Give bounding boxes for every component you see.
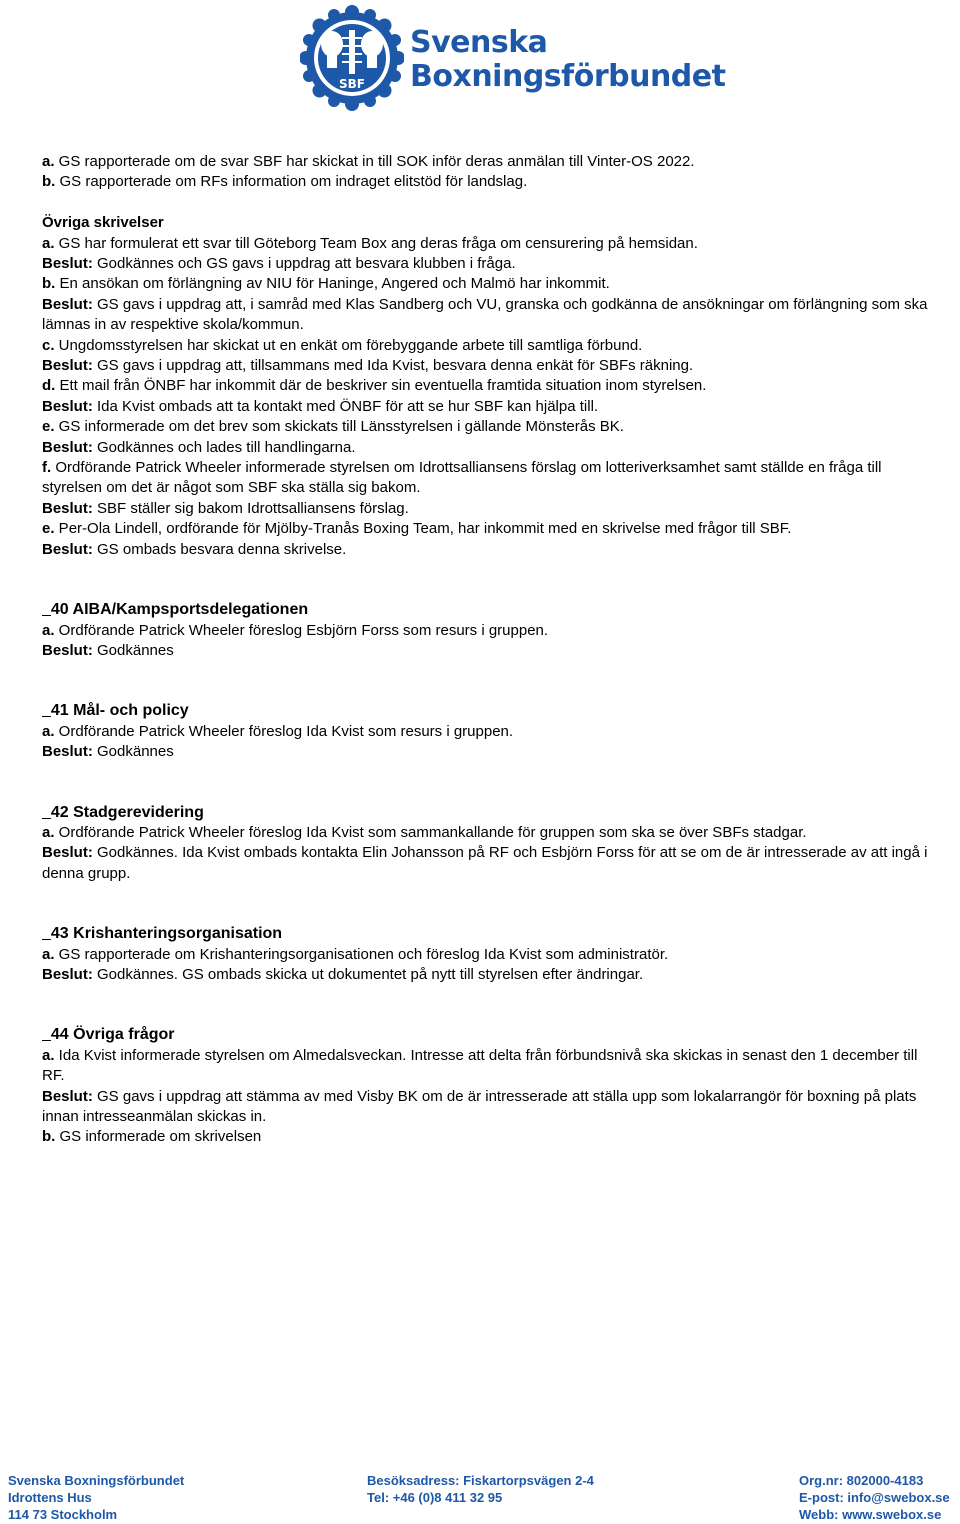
item-text: GS ombads besvara denna skrivelse. (92, 540, 347, 558)
decision-line (42, 356, 942, 376)
decision-label: Beslut: (42, 499, 93, 517)
item-marker: b. (42, 1128, 56, 1146)
agenda-section (42, 924, 942, 985)
item-text: Godkännes och lades till handlingarna. (92, 438, 356, 456)
item-line (42, 823, 942, 843)
item-line (42, 193, 942, 213)
section-heading (42, 924, 942, 944)
item-marker: a. (42, 945, 55, 963)
decision-line (42, 254, 942, 274)
decision-label: Beslut: (42, 743, 93, 761)
section-title: AIBA/Kampsportsdelegationen (68, 601, 309, 619)
decision-label: Beslut: (42, 295, 93, 313)
decision-label: Beslut: (42, 255, 93, 273)
decision-line (42, 843, 942, 884)
footer-visit-address: Besöksadress: Fiskartorpsvägen 2-4 (367, 1473, 594, 1488)
decision-label: Beslut: (42, 844, 93, 862)
item-text: Godkännes. Ida Kvist ombads kontakta Elin Johansson på RF och Esbjörn Forss för att se om de är intresserade av att ingå i denna grupp. (42, 844, 928, 882)
item-marker: e. (42, 418, 55, 436)
decision-line (42, 641, 942, 661)
item-text: Ordförande Patrick Wheeler föreslog Ida Kvist som resurs i gruppen. (54, 722, 514, 740)
logo-line-2: Boxningsförbundet (410, 59, 726, 94)
item-list (42, 152, 942, 560)
item-marker: a. (42, 234, 55, 252)
item-marker: e. (42, 520, 55, 538)
item-text: GS informerade om det brev som skickats till Länsstyrelsen i gällande Mönsterås BK. (54, 418, 624, 436)
item-marker: c. (42, 336, 55, 354)
decision-line (42, 438, 942, 458)
item-text: Ordförande Patrick Wheeler föreslog Esbjörn Forss som resurs i gruppen. (54, 621, 549, 639)
item-line (42, 1046, 942, 1087)
footer (8, 1472, 958, 1520)
item-line (42, 234, 942, 254)
item-line (42, 274, 942, 294)
footer-phone: Tel: +46 (0)8 411 32 95 (367, 1490, 503, 1505)
item-text: Per-Ola Lindell, ordförande för Mjölby-Tranås Boxing Team, har inkommit med en skrivelse med frågor till SBF. (54, 520, 792, 538)
agenda-section (42, 803, 942, 885)
section-heading (42, 701, 942, 721)
agenda-section (42, 1025, 942, 1147)
sbf-logo (300, 4, 726, 114)
footer-org-house: Idrottens Hus (8, 1490, 92, 1505)
item-marker: b. (42, 173, 56, 191)
section-title: Mål- och policy (68, 702, 189, 720)
item-line (42, 152, 942, 172)
document-body (42, 152, 942, 1148)
item-text: SBF ställer sig bakom Idrottsalliansens förslag. (92, 499, 409, 517)
decision-label: Beslut: (42, 540, 93, 558)
decision-label: Beslut: (42, 438, 93, 456)
item-marker: a. (42, 153, 55, 170)
agenda-section (42, 701, 942, 762)
item-marker: d. (42, 377, 56, 395)
footer-col-contact (799, 1472, 950, 1523)
sbf-seal-icon (300, 4, 404, 112)
section-title: Krishanteringsorganisation (68, 925, 283, 943)
item-text: Ida Kvist informerade styrelsen om Almedalsveckan. Intresse att delta från förbundsnivå ska skickas in senast den 1 december till RF. (42, 1046, 918, 1085)
item-text: GS gavs i uppdrag att, tillsammans med Ida Kvist, besvara denna enkät för SBFs räkning. (92, 357, 694, 375)
footer-org-city: 114 73 Stockholm (8, 1507, 118, 1522)
decision-line (42, 397, 942, 417)
item-line (42, 172, 942, 192)
agenda-section (42, 600, 942, 661)
item-line (42, 621, 942, 641)
decision-line (42, 1087, 942, 1128)
decision-line (42, 499, 942, 519)
heading-underline (42, 1026, 51, 1043)
item-text: Ordförande Patrick Wheeler föreslog Ida Kvist som sammankallande för gruppen som ska se över SBFs stadgar. (54, 823, 807, 841)
section-number: 40 (50, 601, 69, 619)
item-text: GS gavs i uppdrag att stämma av med Visby BK om de är intresserade att ställa upp som lokalarrangör för boxning på plats innan intresseanmälan skickas in. (42, 1087, 917, 1126)
item-line (42, 519, 942, 539)
item-line (42, 376, 942, 396)
heading-underline (42, 925, 51, 942)
decision-label: Beslut: (42, 965, 93, 983)
item-text: GS informerade om skrivelsen (55, 1128, 262, 1146)
logo-wordmark (410, 26, 725, 94)
decision-line (42, 742, 942, 762)
footer-org-nr: Org.nr: 802000-4183 (799, 1473, 924, 1488)
item-text: En ansökan om förlängning av NIU för Haninge, Angered och Malmö har inkommit. (55, 275, 610, 293)
spacer (42, 661, 942, 701)
footer-email[interactable]: E-post: info@swebox.se (799, 1490, 950, 1505)
item-text: GS rapporterade om Krishanteringsorganisationen och föreslog Ida Kvist som administratör. (54, 945, 669, 963)
item-text: Godkännes (92, 743, 174, 761)
item-marker: a. (42, 621, 55, 639)
item-line (42, 1127, 942, 1147)
item-text: GS rapporterade om de svar SBF har skickat in till SOK inför deras anmälan till Vinter-OS 2022. (54, 153, 695, 170)
decision-line (42, 965, 942, 985)
item-marker: f. (42, 459, 52, 477)
item-line (42, 945, 942, 965)
footer-web[interactable]: Webb: www.swebox.se (799, 1507, 942, 1522)
decision-label: Beslut: (42, 641, 93, 659)
decision-label: Beslut: (42, 397, 93, 415)
spacer (42, 560, 942, 600)
item-text: Ett mail från ÖNBF har inkommit där de beskriver sin eventuella framtida situation inom styrelsen. (55, 377, 707, 395)
section-heading (42, 600, 942, 620)
section-heading (42, 803, 942, 823)
item-marker: a. (42, 722, 55, 740)
footer-org-name: Svenska Boxningsförbundet (8, 1473, 185, 1488)
item-text: GS har formulerat ett svar till Göteborg Team Box ang deras fråga om censurering på hemsidan. (54, 234, 698, 252)
item-text: GS gavs i uppdrag att, i samråd med Klas Sandberg och VU, granska och godkänna de ansökningar om förlängning som ska lämnas in av respektive skola/kommun. (42, 295, 928, 334)
item-line (42, 213, 942, 233)
item-marker: a. (42, 823, 55, 841)
section-list (42, 600, 942, 1148)
spacer (42, 985, 942, 1025)
item-text: Godkännes (92, 641, 174, 659)
item-text: Ungdomsstyrelsen har skickat ut en enkät om förebyggande arbete till samtliga förbund. (54, 336, 643, 354)
item-marker: b. (42, 275, 56, 293)
item-line (42, 336, 942, 356)
section-heading (42, 1025, 942, 1045)
footer-col-address (367, 1472, 594, 1506)
section-title: Övriga frågor (68, 1026, 175, 1044)
spacer (42, 884, 942, 924)
item-line (42, 417, 942, 437)
item-marker: a. (42, 1046, 55, 1064)
heading-underline (42, 702, 51, 719)
section-number: 44 (50, 1026, 69, 1044)
seal-text: SBF (339, 77, 365, 91)
heading-underline (42, 601, 51, 618)
spacer (42, 763, 942, 803)
item-text: Godkännes. GS ombads skicka ut dokumentet på nytt till styrelsen efter ändringar. (92, 965, 644, 983)
footer-col-org (8, 1472, 184, 1523)
item-text: Ordförande Patrick Wheeler informerade styrelsen om Idrottsalliansens förslag om lotteriverksamhet samt ställde en fråga till styrelsen om det är något som SBF ska ställa sig bakom. (42, 459, 882, 497)
decision-line (42, 540, 942, 560)
item-line (42, 722, 942, 742)
item-line (42, 458, 942, 499)
section-number: 41 (50, 702, 69, 720)
item-text: GS rapporterade om RFs information om indraget elitstöd för landslag. (55, 173, 528, 191)
item-marker: Övriga skrivelser (42, 214, 164, 232)
section-title: Stadgerevidering (68, 803, 204, 821)
section-number: 42 (50, 803, 69, 821)
heading-underline (42, 804, 51, 821)
decision-label: Beslut: (42, 1087, 93, 1105)
item-text: Godkännes och GS gavs i uppdrag att besvara klubben i fråga. (92, 255, 516, 273)
item-text: Ida Kvist ombads att ta kontakt med ÖNBF för att se hur SBF kan hjälpa till. (92, 397, 599, 415)
decision-label: Beslut: (42, 357, 93, 375)
section-number: 43 (50, 925, 69, 943)
logo-line-1: Svenska (410, 25, 548, 60)
decision-line (42, 295, 942, 336)
